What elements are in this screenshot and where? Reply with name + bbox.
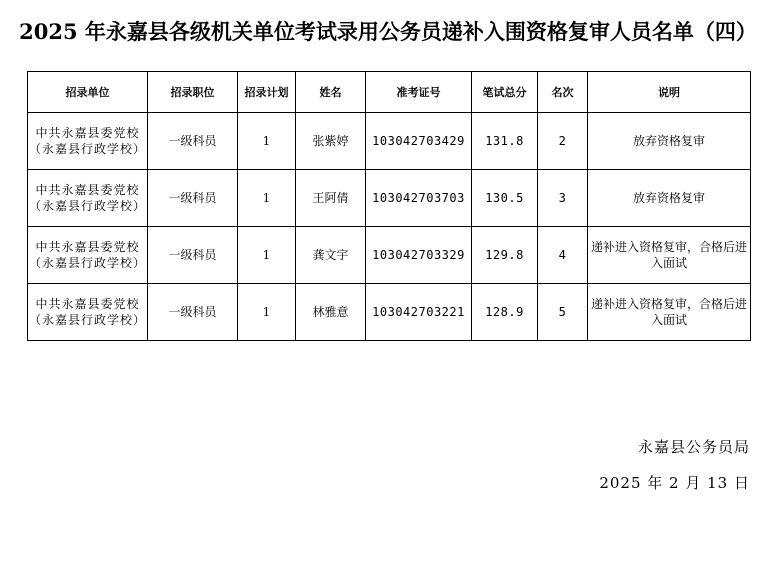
header-plan: 招录计划 (238, 72, 296, 113)
cell-unit: 中共永嘉县委党校（永嘉县行政学校） (28, 170, 148, 227)
cell-unit: 中共永嘉县委党校（永嘉县行政学校） (28, 284, 148, 341)
cell-exam-no: 103042703703 (366, 170, 472, 227)
cell-position: 一级科员 (148, 284, 238, 341)
header-score: 笔试总分 (472, 72, 538, 113)
header-note: 说明 (588, 72, 751, 113)
candidate-table (27, 71, 751, 341)
issuer-signature: 永嘉县公务员局 (637, 438, 750, 456)
cell-note: 递补进入资格复审，合格后进入面试 (588, 284, 751, 341)
cell-rank: 3 (538, 170, 588, 227)
header-unit: 招录单位 (28, 72, 148, 113)
cell-position: 一级科员 (148, 113, 238, 170)
issue-date: 2025 年 2 月 13 日 (599, 474, 750, 492)
cell-plan: 1 (238, 284, 296, 341)
cell-note: 放弃资格复审 (588, 113, 751, 170)
cell-note: 递补进入资格复审，合格后进入面试 (588, 227, 751, 284)
cell-position: 一级科员 (148, 170, 238, 227)
table-header-row (28, 72, 751, 113)
table-row (28, 113, 751, 170)
cell-exam-no: 103042703221 (366, 284, 472, 341)
cell-plan: 1 (238, 113, 296, 170)
header-position: 招录职位 (148, 72, 238, 113)
cell-name: 林雅意 (296, 284, 366, 341)
cell-unit: 中共永嘉县委党校（永嘉县行政学校） (28, 227, 148, 284)
cell-exam-no: 103042703429 (366, 113, 472, 170)
cell-name: 龚文宇 (296, 227, 366, 284)
cell-rank: 2 (538, 113, 588, 170)
cell-score: 130.5 (472, 170, 538, 227)
cell-rank: 4 (538, 227, 588, 284)
table-row (28, 170, 751, 227)
cell-note: 放弃资格复审 (588, 170, 751, 227)
header-name: 姓名 (296, 72, 366, 113)
table-row (28, 284, 751, 341)
cell-score: 128.9 (472, 284, 538, 341)
document-title: 2025 年永嘉县各级机关单位考试录用公务员递补入围资格复审人员名单（四） (19, 19, 757, 44)
cell-name: 张紫婷 (296, 113, 366, 170)
table-row (28, 227, 751, 284)
cell-plan: 1 (238, 170, 296, 227)
cell-exam-no: 103042703329 (366, 227, 472, 284)
header-rank: 名次 (538, 72, 588, 113)
cell-unit: 中共永嘉县委党校（永嘉县行政学校） (28, 113, 148, 170)
cell-rank: 5 (538, 284, 588, 341)
cell-name: 王阿倩 (296, 170, 366, 227)
header-exam-no: 准考证号 (366, 72, 472, 113)
cell-score: 129.8 (472, 227, 538, 284)
cell-plan: 1 (238, 227, 296, 284)
cell-position: 一级科员 (148, 227, 238, 284)
cell-score: 131.8 (472, 113, 538, 170)
